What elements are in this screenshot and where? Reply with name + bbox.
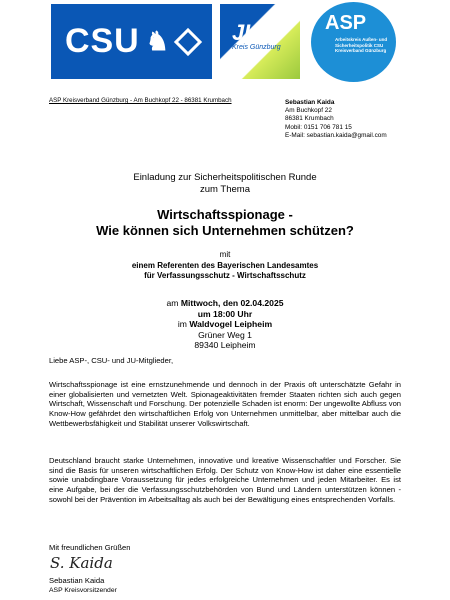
referent-intro: mit xyxy=(219,250,231,259)
event-place: Waldvogel Leipheim xyxy=(189,319,273,329)
diamond-icon xyxy=(174,27,202,55)
body-paragraph-1: Wirtschaftsspionage ist eine ernstzunehmende und dennoch in der Praxis oft unterschätzte Gefahr in einer globalisierten und vernetzten Welt. Spionageaktivitäten fremder Staaten richten sich auch gegen Wirtschaft, Wissenschaft und Forschung. Der potenzielle Schaden ist enorm: Der ungewollte Abfluss von Know-How gefährdet den wirtschaftlichen Erfolg von Unternehmen unmittelbar, aber mittelbar auch die Wettbewerbsfähigkeit und Stabilität unserer Volkswirtschaft. xyxy=(49,380,402,428)
ju-logo xyxy=(220,4,300,79)
sender-block xyxy=(285,99,387,140)
headline xyxy=(49,207,401,239)
event-place-prefix: im xyxy=(177,319,190,329)
event-date-prefix: am xyxy=(166,298,181,308)
asp-logo-text: ASP xyxy=(325,12,367,34)
sender-mobile: Mobil: 0151 706 781 15 xyxy=(285,123,352,131)
greeting: Liebe ASP-, CSU- und JU-Mitglieder, xyxy=(49,356,174,365)
event-place-line xyxy=(49,319,401,330)
sender-email: E-Mail: sebastian.kaida@gmail.com xyxy=(285,131,387,139)
headline-line-1: Wirtschaftsspionage - xyxy=(157,207,293,222)
event-details xyxy=(49,298,401,351)
invitation-line-2: zum Thema xyxy=(200,183,250,195)
headline-line-2: Wie können sich Unternehmen schützen? xyxy=(96,223,354,238)
referent-line-2: für Verfassungsschutz - Wirtschaftsschutz xyxy=(144,271,306,280)
asp-logo-subtitle: Arbeitskreis Außen- und Sicherheitspolitik CSU Kreisverband Günzburg xyxy=(335,37,388,53)
event-date-line xyxy=(49,298,401,309)
event-city: 89340 Leipheim xyxy=(194,340,256,350)
closing: Mit freundlichen Grüßen xyxy=(49,543,131,552)
ju-logo-subtitle: Kreis Günzburg xyxy=(232,44,281,51)
invitation-block xyxy=(49,172,401,195)
referent-line-1: einem Referenten des Bayerischen Landesamtes xyxy=(131,261,319,270)
referent-block xyxy=(49,261,401,281)
return-address-line: ASP Kreisverband Günzburg - Am Buchkopf 22 - 86381 Krumbach xyxy=(49,97,232,104)
invitation-line-1: Einladung zur Sicherheitspolitischen Runde xyxy=(133,172,317,183)
sender-city: 86381 Krumbach xyxy=(285,115,334,123)
event-date: Mittwoch, den 02.04.2025 xyxy=(180,298,284,308)
signatory-name: Sebastian Kaida xyxy=(49,576,105,585)
sender-street: Am Buchkopf 22 xyxy=(285,107,332,115)
event-time: um 18:00 Uhr xyxy=(197,308,253,319)
signatory-role: ASP Kreisvorsitzender xyxy=(49,587,117,594)
ju-logo-text: JU xyxy=(232,20,261,45)
csu-logo-text: CSU xyxy=(64,22,140,60)
handwritten-signature: S. Kaida xyxy=(50,554,113,572)
event-street: Grüner Weg 1 xyxy=(198,329,252,340)
sender-name: Sebastian Kaida xyxy=(285,99,335,106)
asp-logo xyxy=(311,2,396,82)
lion-icon: ♞ xyxy=(145,26,171,56)
csu-logo xyxy=(51,4,212,79)
body-paragraph-2: Deutschland braucht starke Unternehmen, innovative und kreative Wissenschaftler und Forscher. Sie sind die Basis für unseren wirtschaftlichen Erfolg. Der Schutz von Know-How ist daher eine essentielle sowie unabdingbare Voraussetzung für jedes erfolgreiche Unternehmen und jeden Mitarbeiter. Es ist eine Aufgabe, bei der die Verfassungsschutzbehörden von Bund und Ländern unterstützen können - sowohl bei der Prävention im Arbeitsalltag als auch bei der Bewältigung eines entsprechenden Vorfalls. xyxy=(49,456,401,504)
